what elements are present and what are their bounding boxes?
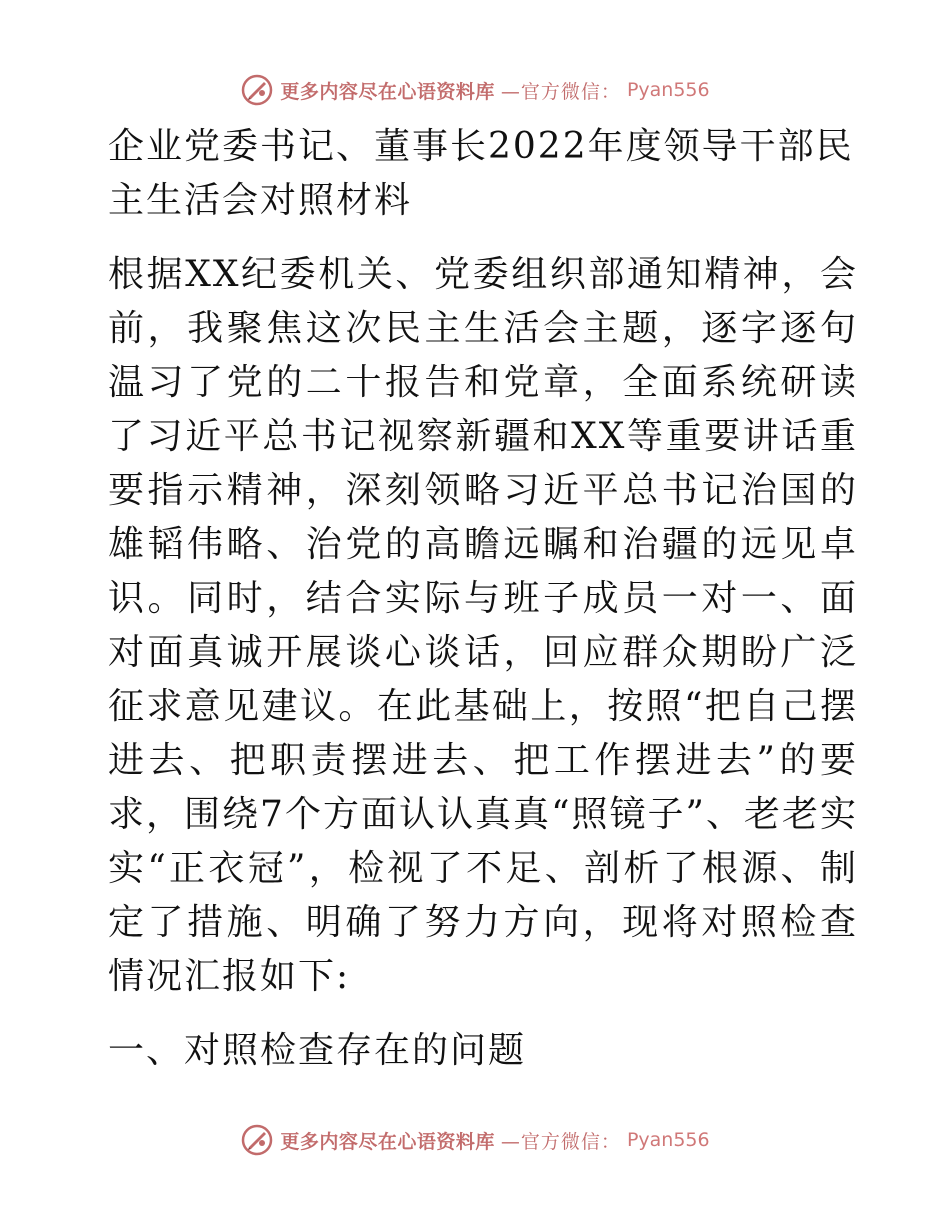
header-watermark xyxy=(0,70,950,110)
watermark-wechat-id: Pyan556 xyxy=(626,79,710,101)
watermark-main-text: 更多内容尽在心语资料库 xyxy=(280,1130,495,1153)
watermark-main-text: 更多内容尽在心语资料库 xyxy=(280,80,495,103)
document-body xyxy=(98,120,858,1078)
intro-paragraph: 根据XX纪委机关、党委组织部通知精神，会前，我聚焦这次民主生活会主题，逐字逐句温习了党的二十报告和党章，全面系统研读了习近平总书记视察新疆和XX等重要讲话重要指示精神，深刻领略习近平总书记治国的雄韬伟略、治党的高瞻远瞩和治疆的远见卓识。同时，结合实际与班子成员一对一、面对面真诚开展谈心谈话，回应群众期盼广泛征求意见建议。在此基础上，按照“把自己摆进去、把职责摆进去、把工作摆进去”的要求，围绕7个方面认认真真“照镜子”、老老实实“正衣冠”，检视了不足、剖析了根源、制定了措施、明确了努力方向，现将对照检查情况汇报如下: xyxy=(108,254,858,997)
watermark-sub-text: —官方微信： xyxy=(500,80,621,103)
quill-pen-logo-icon xyxy=(240,1123,274,1157)
document-title: 企业党委书记、董事长2022年度领导干部民主生活会对照材料 xyxy=(108,126,854,221)
section-heading: 一、对照检查存在的问题 xyxy=(108,1030,527,1071)
quill-pen-logo-icon xyxy=(240,73,274,107)
watermark-wechat-id: Pyan556 xyxy=(626,1129,710,1151)
footer-watermark xyxy=(0,1120,950,1160)
watermark-sub-text: —官方微信： xyxy=(500,1130,621,1153)
